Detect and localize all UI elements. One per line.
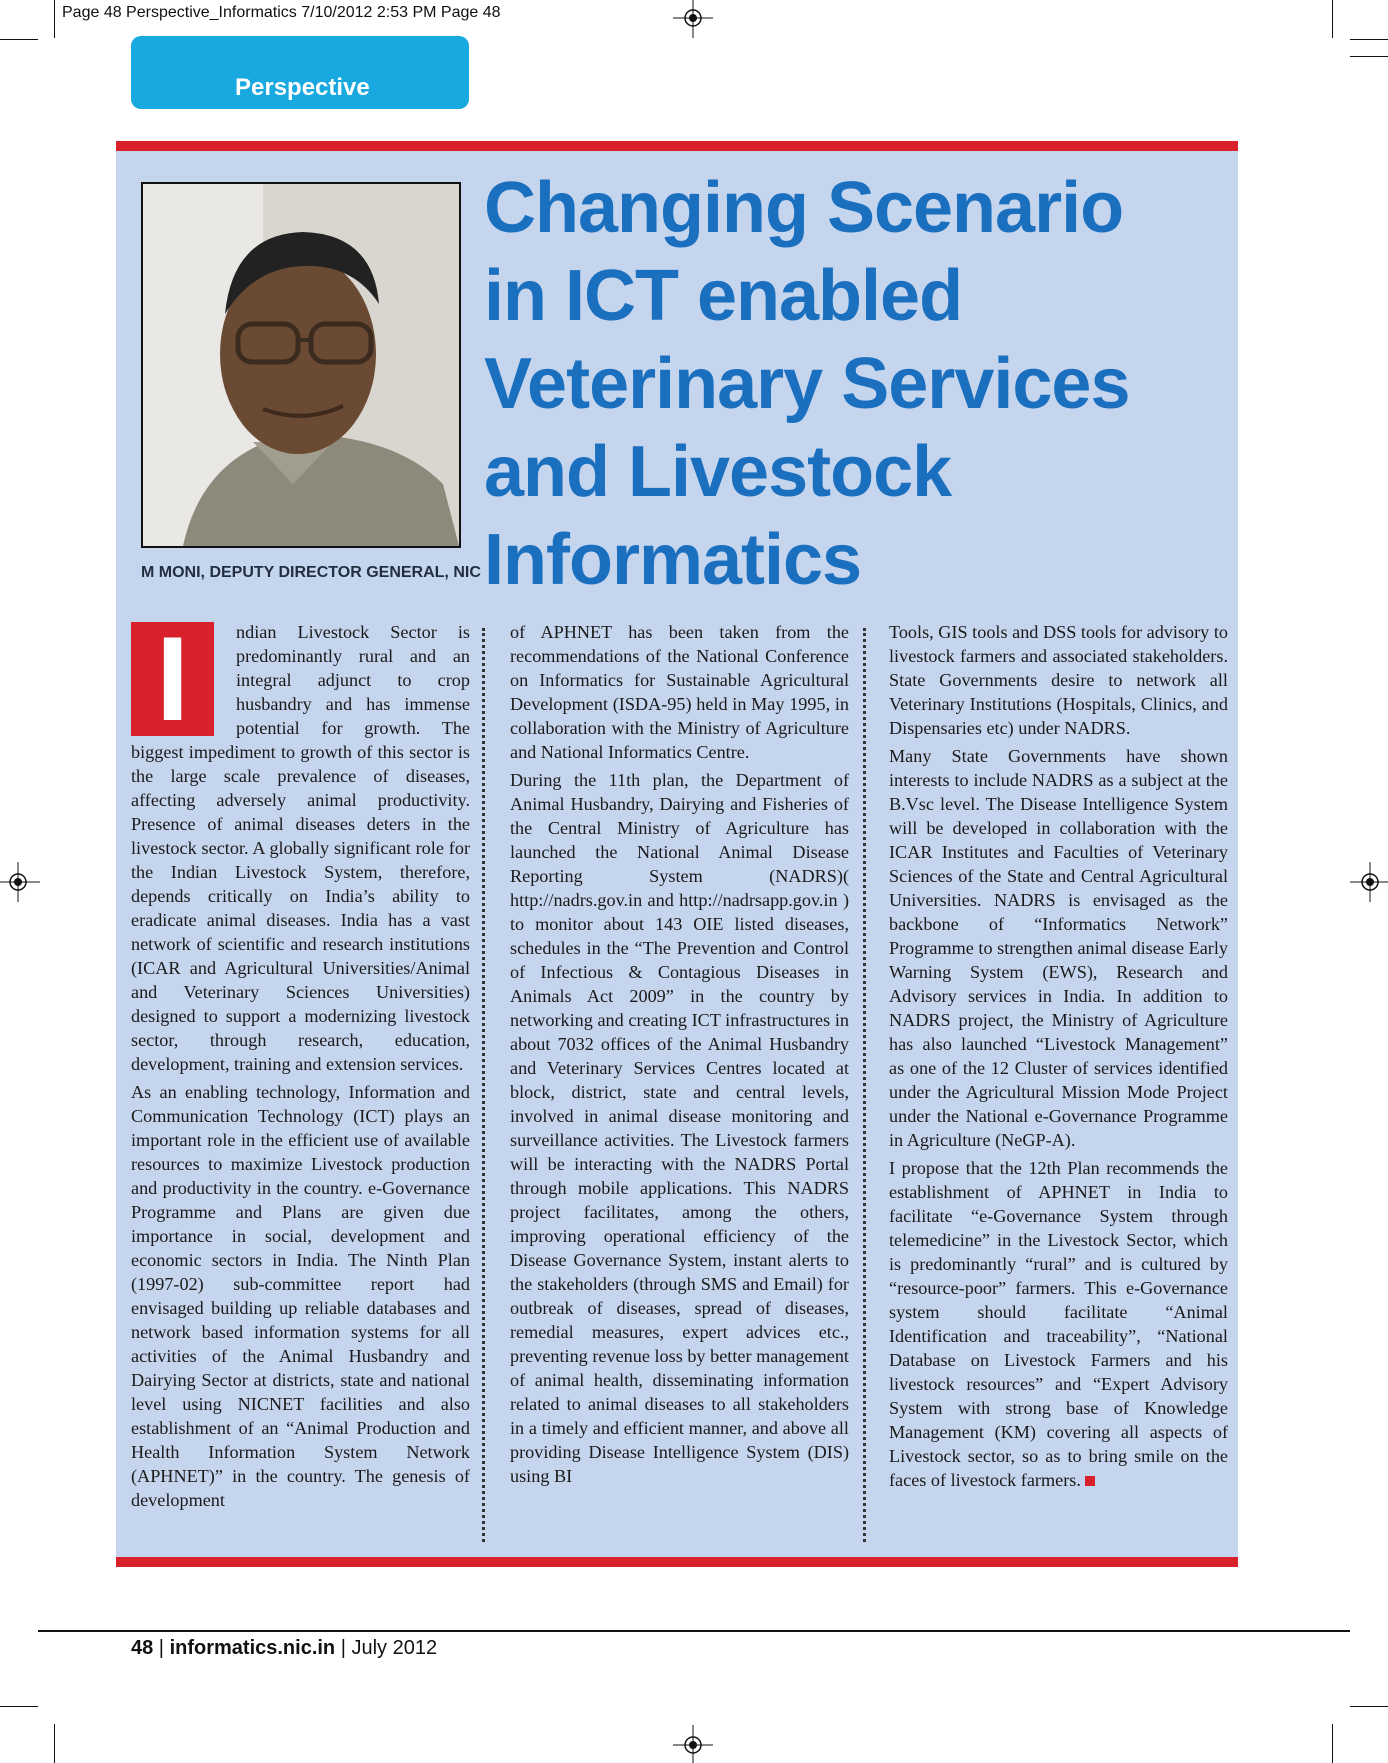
crop-mark: [1350, 56, 1388, 57]
crop-mark: [0, 1706, 38, 1707]
paragraph: As an enabling technology, Information and Communication Technology (ICT) plays an important role in the efficient use of available resources to maximize Livestock production and productivity in the country. e-Governance Programme and Plans are given due importance in social, development and economic sectors in India. The Ninth Plan (1997-02) sub-committee report had envisaged building up reliable databases and network based information systems for all activities of the Animal Husbandry and Dairying Sector at districts, state and national level using NICNET facilities and also establishment of an “Animal Production and Health Information System Network (APHNET)” in the country. The genesis of development: [131, 1082, 470, 1510]
registration-mark-icon: [673, 0, 713, 40]
title-line: Informatics: [484, 520, 862, 600]
paragraph: ndian Livestock Sector is predominantly rural and an integral adjunct to crop husbandry and has immense potential for growth. The biggest impediment to growth of this sector is the large scale prevalence of diseases, affecting adversely animal productivity. Presence of animal diseases deters in the livestock sector. A globally significant role for the Indian Livestock System, therefore, depends critically on India’s ability to eradicate animal diseases. India has a vast network of scientific and research institutions (ICAR and Agricultural Universities/Animal and Veterinary Sciences Universities) designed to support a modernizing livestock sector, through research, education, development, training and extension services.: [131, 622, 470, 1074]
registration-mark-icon: [0, 862, 40, 902]
paragraph: During the 11th plan, the Department of Animal Husbandry, Dairying and Fisheries of the Central Ministry of Agriculture has launched the National Animal Disease Reporting System (NADRS)( http://nadrs.gov.in and http://nadrsapp.gov.in ) to monitor about 143 OIE listed diseases, schedules in the “The Prevention and Control of Infectious & Contagious Diseases in Animals Act 2009” in the country by networking and creating ICT infrastructures in about 7032 offices of the Animal Husbandry and Veterinary Services Centres located at block, district, state and central levels, involved in animal disease monitoring and surveillance activities. The Livestock farmers will be interacting with the NADRS Portal through mobile applications. This NADRS project facilitates, among the others, improving operational efficiency of the Disease Governance System, instant alerts to the stakeholders (through SMS and Email) for outbreak of diseases, spread of diseases, remedial measures, expert advices etc., preventing revenue loss by better management of animal health, disseminating information related to animal diseases to all stakeholders in a timely and efficient manner, and above all providing Disease Intelligence System (DIS) using BI: [510, 770, 849, 1486]
title-line: and Livestock: [484, 432, 952, 512]
footer-rule: [38, 1630, 1350, 1632]
paragraph: [889, 1156, 1228, 1492]
article-title: [484, 164, 1224, 604]
article-column-2: [510, 620, 849, 1492]
paragraph: of APHNET has been taken from the recommendations of the National Conference on Informatics for Sustainable Agricultural Development (ISDA-95) held in May 1995, in collaboration with the Ministry of Agriculture and National Informatics Centre.: [510, 622, 849, 762]
column-divider: [482, 628, 485, 1542]
crop-mark: [1332, 0, 1333, 38]
title-line: in ICT enabled: [484, 256, 963, 336]
author-portrait-image: [143, 184, 459, 546]
author-byline: M MONI, DEPUTY DIRECTOR GENERAL, NIC: [141, 564, 481, 581]
paragraph: Tools, GIS tools and DSS tools for advisory to livestock farmers and associated stakeholders. State Governments desire to network all Veterinary Institutions (Hospitals, Clinics, and Dispensaries etc) under NADRS.: [889, 622, 1228, 738]
crop-mark: [54, 0, 55, 38]
top-accent-bar: [116, 141, 1238, 151]
bottom-accent-bar: [116, 1557, 1238, 1567]
registration-mark-icon: [1350, 862, 1388, 902]
crop-mark: [1332, 1724, 1333, 1763]
title-line: Veterinary Services: [484, 344, 1130, 424]
article-column-3: [889, 620, 1228, 1496]
section-label: Perspective: [235, 74, 370, 101]
article-column-1: [131, 612, 470, 1516]
footer-date: July 2012: [351, 1637, 438, 1659]
print-slug: Page 48 Perspective_Informatics 7/10/2012 2:53 PM Page 48: [62, 4, 501, 21]
author-photo: [141, 182, 461, 548]
footer-site[interactable]: informatics.nic.in: [169, 1637, 336, 1659]
end-mark-icon: [1085, 1476, 1095, 1486]
page-footer: 48 | informatics.nic.in | July 2012: [131, 1637, 438, 1659]
drop-cap: I: [131, 622, 214, 736]
crop-mark: [1350, 39, 1388, 40]
paragraph-text: I propose that the 12th Plan recommends the establishment of APHNET in India to facilitate “e-Governance System through telemedicine” in the Livestock Sector, which is predominantly “rural” and is cultured by “resource-poor” farmers. This e-Governance system should facilitate “Animal Identification and traceability”, “National Database on Livestock Farmers and his livestock resources” and “Expert Advisory System with strong base of Knowledge Management (KM) covering all aspects of Livestock sector, so as to bring smile on the faces of livestock farmers.: [889, 1158, 1228, 1490]
page-number: 48: [131, 1637, 154, 1659]
column-divider: [863, 628, 866, 1542]
registration-mark-icon: [673, 1723, 713, 1763]
title-line: Changing Scenario: [484, 168, 1124, 248]
crop-mark: [0, 39, 38, 40]
crop-mark: [1350, 1706, 1388, 1707]
crop-mark: [54, 1724, 55, 1763]
paragraph: Many State Governments have shown interests to include NADRS as a subject at the B.Vsc level. The Disease Intelligence System will be developed in collaboration with the ICAR Institutes and Faculties of Veterinary Sciences of the State and Central Agricultural Universities. NADRS is envisaged as the backbone of “Informatics Network” Programme to strengthen animal disease Early Warning System (EWS), Research and Advisory services in India. In addition to NADRS project, the Ministry of Agriculture has also launched “Livestock Management” as one of the 12 Cluster of services identified under the Agricultural Mission Mode Project under the National e-Governance Programme in Agriculture (NeGP-A).: [889, 746, 1228, 1150]
section-tab: [131, 36, 469, 109]
